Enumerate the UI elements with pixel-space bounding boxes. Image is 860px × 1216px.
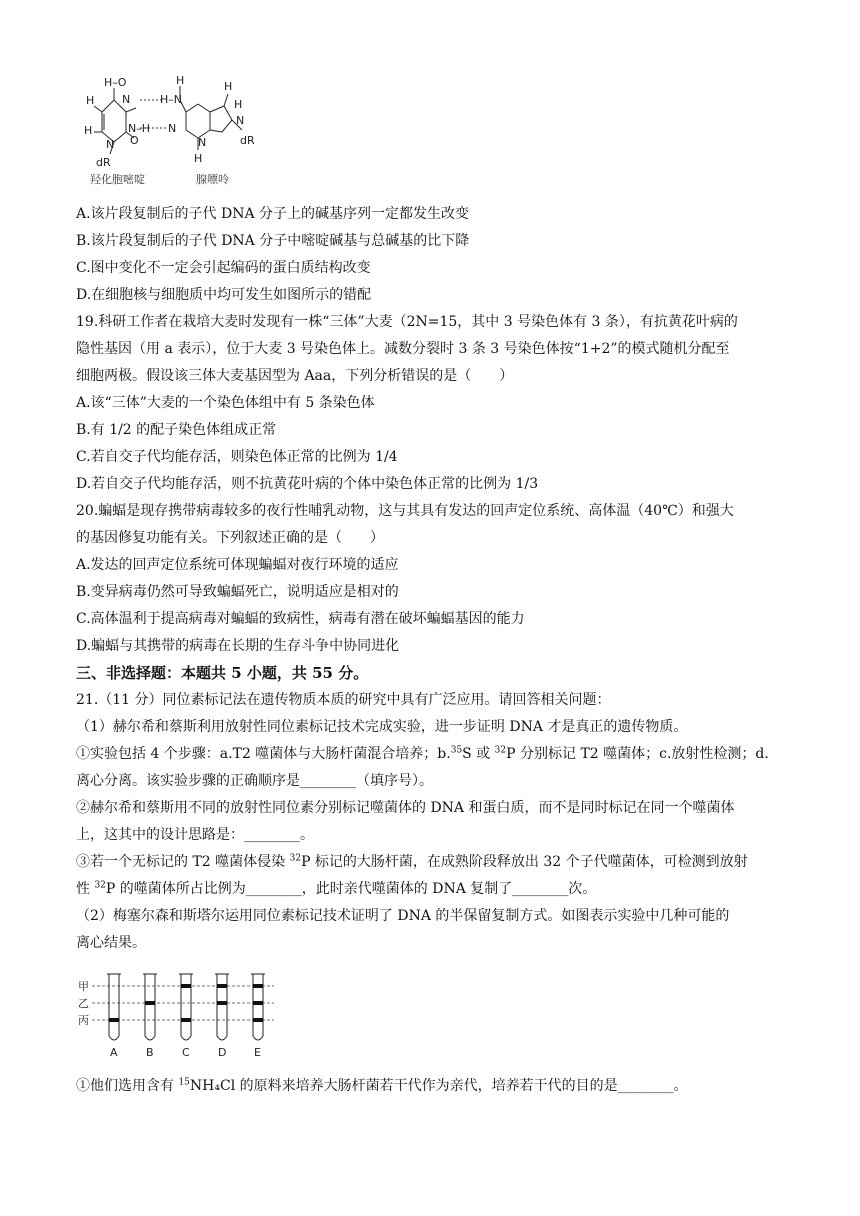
tube-B xyxy=(145,974,155,1040)
q21-step2-line2: 上，这其中的设计思路是：________。 xyxy=(76,827,314,843)
svg-text:H: H xyxy=(194,152,203,165)
base-pair-diagram xyxy=(76,72,276,190)
svg-text:N: N xyxy=(168,122,177,135)
tube-group xyxy=(107,974,265,1059)
q21-step3-line1: ③若一个无标记的 T2 噬菌体侵染 $^{32}$P 标记的大肠杆菌，在成熟阶段释放出 32 个子代噬菌体，可检测到放射 xyxy=(76,853,748,870)
svg-text:N: N xyxy=(106,138,115,151)
q21-step2-line1: ②赫尔希和蔡斯用不同的放射性同位素分别标记噬菌体的 DNA 和蛋白质，而不是同时标记在同一个噬菌体 xyxy=(76,800,735,816)
q18-option-c: C.图中变化不一定会引起编码的蛋白质结构改变 xyxy=(76,260,371,276)
svg-text:H: H xyxy=(86,94,95,107)
q21-intro: 21.（11 分）同位素标记法在遗传物质本质的研究中具有广泛应用。请回答相关问题： xyxy=(76,692,611,708)
q20-option-c: C.高体温利于提高病毒对蝙蝠的致病性，病毒有潜在破坏蝙蝠基因的能力 xyxy=(76,611,525,627)
tube-E xyxy=(253,974,263,1040)
svg-text:O: O xyxy=(130,134,139,147)
svg-text:H: H xyxy=(234,98,243,111)
tube-C xyxy=(181,974,191,1040)
row-label-bing: 丙 xyxy=(78,1014,89,1027)
q18-option-a: A.该片段复制后的子代 DNA 分子上的碱基序列一定都发生改变 xyxy=(76,206,470,222)
row-label-jia: 甲 xyxy=(78,980,89,993)
dna-band xyxy=(253,1001,263,1005)
q21-step3-line2: 性 $^{32}$P 的噬菌体所占比例为________，此时亲代噬菌体的 DNA 复制了________次。 xyxy=(76,880,597,897)
tube-label-D: D xyxy=(218,1046,227,1059)
q19-stem-line3: 细胞两极。假设该三体大麦基因型为 Aaa，下列分析错误的是（ ） xyxy=(76,368,514,384)
q21-part2-sub1: ①他们选用含有 $^{15}$NH₄Cl 的原料来培养大肠杆菌若干代作为亲代，培养若干代的目的是________。 xyxy=(76,1077,688,1094)
figure-label-left: 羟化胞嘧啶 xyxy=(90,173,145,186)
svg-text:H: H xyxy=(224,80,233,93)
q19-option-d: D.若自交子代均能存活，则不抗黄花叶病的个体中染色体正常的比例为 1/3 xyxy=(76,476,539,492)
dna-band xyxy=(217,984,227,988)
q20-stem-line2: 的基因修复功能有关。下列叙述正确的是（ ） xyxy=(76,530,384,546)
section-title: 三、非选择题：本题共 5 小题，共 55 分。 xyxy=(76,664,369,682)
svg-text:H: H xyxy=(176,74,185,87)
dna-band xyxy=(145,1001,155,1005)
svg-text:H: H xyxy=(84,124,93,137)
q21-part1: （1）赫尔希和蔡斯利用放射性同位素标记技术完成实验，进一步证明 DNA 才是真正的遗传物质。 xyxy=(76,719,688,735)
centrifuge-figure xyxy=(76,970,276,1062)
dna-band xyxy=(181,984,191,988)
row-label-yi: 乙 xyxy=(78,997,89,1010)
dna-band xyxy=(217,1001,227,1005)
q21-step1-line1: ①实验包括 4 个步骤：a.T2 噬菌体与大肠杆菌混合培养；b.$^{35}$S 或 $^{32}$P 分别标记 T2 噬菌体；c.放射性检测；d. xyxy=(76,745,769,762)
svg-text:dR: dR xyxy=(240,134,255,147)
svg-text:H–O: H–O xyxy=(104,76,127,89)
tube-label-C: C xyxy=(182,1046,190,1059)
tube-label-A: A xyxy=(110,1046,118,1059)
svg-text:N–H: N–H xyxy=(128,122,150,135)
q19-stem-line2: 隐性基因（用 a 表示），位于大麦 3 号染色体上。减数分裂时 3 条 3 号染色体按“1+2”的模式随机分配至 xyxy=(76,341,730,357)
q21-part2-line2: 离心结果。 xyxy=(76,935,146,951)
q18-option-b: B.该片段复制后的子代 DNA 分子中嘧啶碱基与总碱基的比下降 xyxy=(76,233,470,249)
q20-option-d: D.蝙蝠与其携带的病毒在长期的生存斗争中协同进化 xyxy=(76,638,400,654)
svg-text:H–N: H–N xyxy=(160,93,182,106)
svg-text:N: N xyxy=(198,136,207,149)
dna-band xyxy=(109,1018,119,1022)
dna-band xyxy=(181,1018,191,1022)
tube-label-B: B xyxy=(146,1046,154,1059)
svg-text:N: N xyxy=(236,114,245,127)
svg-text:dR: dR xyxy=(96,156,111,169)
q19-option-a: A.该“三体”大麦的一个染色体组中有 5 条染色体 xyxy=(76,395,375,411)
q21-step1-line2: 离心分离。该实验步骤的正确顺序是________（填序号）。 xyxy=(76,773,433,789)
tube-A xyxy=(109,974,119,1040)
q18-option-d: D.在细胞核与细胞质中均可发生如图所示的错配 xyxy=(76,287,372,303)
tube-label-E: E xyxy=(254,1046,261,1059)
q21-part2-line1: （2）梅塞尔森和斯塔尔运用同位素标记技术证明了 DNA 的半保留复制方式。如图表示实验中几种可能的 xyxy=(76,908,730,924)
q20-option-a: A.发达的回声定位系统可体现蝙蝠对夜行环境的适应 xyxy=(76,557,399,573)
q20-stem-line1: 20.蝙蝠是现存携带病毒较多的夜行性哺乳动物，这与其具有发达的回声定位系统、高体温（40℃）和强大 xyxy=(76,503,734,519)
q19-stem-line1: 19.科研工作者在栽培大麦时发现有一株“三体”大麦（2N=15，其中 3 号染色体有 3 条），有抗黄花叶病的 xyxy=(76,314,738,330)
q19-option-b: B.有 1/2 的配子染色体组成正常 xyxy=(76,422,277,438)
svg-text:N: N xyxy=(122,93,131,106)
tube-D xyxy=(217,974,227,1040)
base-pair-figure xyxy=(76,72,276,190)
dna-band xyxy=(253,1018,263,1022)
dna-band xyxy=(253,984,263,988)
figure-label-right: 腺嘌呤 xyxy=(196,173,229,186)
q19-option-c: C.若自交子代均能存活，则染色体正常的比例为 1/4 xyxy=(76,449,398,465)
q20-option-b: B.变异病毒仍然可导致蝙蝠死亡，说明适应是相对的 xyxy=(76,584,399,600)
